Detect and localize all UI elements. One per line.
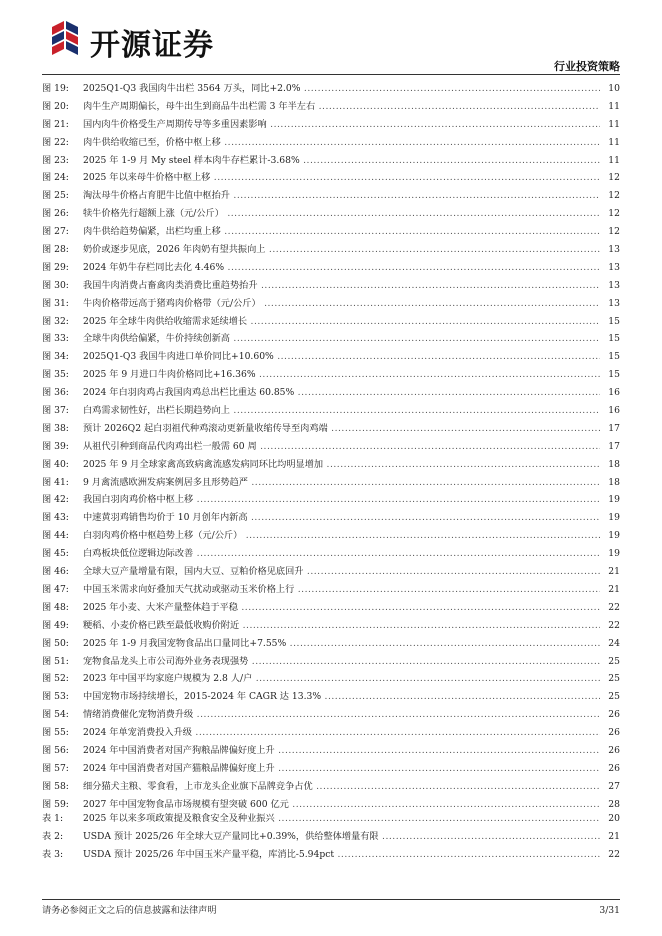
entry-page-number: 18	[602, 474, 620, 492]
entry-title: 粳稻、小麦价格已跌至最低收购价附近 .....	[83, 617, 600, 635]
entry-label: 图 26:	[42, 208, 69, 220]
entry-title: 从祖代引种到商品代肉鸡出栏一般需 60 周 .....	[83, 438, 600, 456]
entry-label: 图 39:	[42, 440, 69, 452]
entry-title: 肉牛供给收缩已至，价格中枢上移 .....	[83, 134, 600, 152]
entry-page-number: 24	[602, 635, 620, 653]
entry-page-number: 25	[602, 653, 620, 671]
entry-page-number: 25	[602, 670, 620, 688]
entry-title: 预计 2026Q2 起白羽祖代种鸡滚动更新量收缩传导至肉鸡端 .....	[83, 420, 600, 438]
entry-title: 情绪消费催化宠物消费升级 .....	[83, 706, 600, 724]
figure-entry[interactable]	[42, 187, 620, 205]
figure-entry[interactable]	[42, 545, 620, 563]
table-entry[interactable]	[42, 810, 620, 828]
entry-page-number: 21	[602, 581, 620, 599]
entry-title: 2024 年白羽肉鸡占我国肉鸡总出栏比重达 60.85% .....	[83, 384, 600, 402]
entry-page-number: 19	[602, 527, 620, 545]
figure-entry[interactable]	[42, 384, 620, 402]
entry-title: 2027 年中国宠物食品市场规模有望突破 600 亿元 .....	[83, 796, 600, 814]
figure-entry[interactable]	[42, 223, 620, 241]
entry-label: 图 21:	[42, 118, 69, 130]
entry-label: 图 54:	[42, 709, 69, 721]
figure-entry[interactable]	[42, 134, 620, 152]
figure-entry[interactable]	[42, 742, 620, 760]
entry-page-number: 19	[602, 545, 620, 563]
entry-page-number: 26	[602, 760, 620, 778]
entry-label: 图 34:	[42, 351, 69, 363]
entry-page-number: 16	[602, 384, 620, 402]
figure-entry[interactable]	[42, 402, 620, 420]
entry-label: 图 59:	[42, 798, 69, 810]
entry-page-number: 18	[602, 456, 620, 474]
entry-title: 2025 年 9 月进口牛肉价格同比+16.36% .....	[83, 366, 600, 384]
entry-page-number: 27	[602, 778, 620, 796]
entry-title: 2024 年奶牛存栏同比去化 4.46% .....	[83, 259, 600, 277]
figure-entry[interactable]	[42, 259, 620, 277]
entry-label: 图 45:	[42, 548, 69, 560]
entry-title: 国内肉牛价格受生产周期传导等多重因素影响 .....	[83, 116, 600, 134]
figure-entry[interactable]	[42, 438, 620, 456]
entry-label: 图 28:	[42, 244, 69, 256]
entry-title: 2023 年中国平均家庭户规模为 2.8 人/户 .....	[83, 670, 600, 688]
entry-label: 图 55:	[42, 727, 69, 739]
entry-title: 淘汰母牛价格占育肥牛比值中枢抬升 .....	[83, 187, 600, 205]
disclaimer-text: 请务必参阅正文之后的信息披露和法律声明	[42, 905, 217, 916]
entry-page-number: 19	[602, 491, 620, 509]
entry-label: 图 56:	[42, 744, 69, 756]
entry-label: 图 41:	[42, 476, 69, 488]
entry-page-number: 17	[602, 420, 620, 438]
entry-title: 白羽肉鸡价格中枢趋势上移（元/公斤） .....	[83, 527, 600, 545]
entry-label: 图 46:	[42, 566, 69, 578]
entry-title: 中国宠物市场持续增长，2015-2024 年 CAGR 达 13.3% .....	[83, 688, 600, 706]
entry-title: 2025 年 1-9 月 My steel 样本肉牛存栏累计-3.68% .....	[83, 152, 600, 170]
entry-page-number: 13	[602, 295, 620, 313]
figure-entry[interactable]	[42, 599, 620, 617]
figure-entry[interactable]	[42, 152, 620, 170]
entry-title: 肉牛生产周期偏长，母牛出生到商品牛出栏需 3 年半左右 .....	[83, 98, 600, 116]
entry-page-number: 13	[602, 259, 620, 277]
page-header	[0, 0, 662, 75]
figure-entry[interactable]	[42, 456, 620, 474]
entry-page-number: 11	[602, 134, 620, 152]
entry-label: 图 25:	[42, 190, 69, 202]
figure-entry[interactable]	[42, 670, 620, 688]
entry-label: 图 19:	[42, 83, 69, 94]
entry-title: 肉牛供给趋势偏紧，出栏均重上移 .....	[83, 223, 600, 241]
entry-label: 图 51:	[42, 655, 69, 667]
figure-entry[interactable]	[42, 760, 620, 778]
entry-label: 图 23:	[42, 154, 69, 166]
figure-entry[interactable]	[42, 98, 620, 116]
entry-label: 图 53:	[42, 691, 69, 703]
entry-label: 图 49:	[42, 619, 69, 631]
entry-page-number: 15	[602, 313, 620, 331]
entry-label: 图 38:	[42, 422, 69, 434]
entry-label: 表 1:	[42, 813, 64, 824]
entry-label: 图 35:	[42, 369, 69, 381]
entry-page-number: 15	[602, 366, 620, 384]
entry-label: 图 24:	[42, 172, 69, 184]
entry-title: 犊牛价格先行超额上涨（元/公斤） .....	[83, 205, 600, 223]
figure-entry[interactable]	[42, 563, 620, 581]
kaiyuan-logo-icon	[50, 17, 80, 57]
entry-label: 图 30:	[42, 279, 69, 291]
entry-label: 图 33:	[42, 333, 69, 345]
figure-entry[interactable]	[42, 509, 620, 527]
figure-entry[interactable]	[42, 80, 620, 98]
figure-entry[interactable]	[42, 635, 620, 653]
page-number: 3/31	[599, 905, 620, 916]
figure-entry[interactable]	[42, 527, 620, 545]
entry-title: 2025 年小麦、大米产量整体趋于平稳 .....	[83, 599, 600, 617]
entry-page-number: 12	[602, 169, 620, 187]
entry-label: 图 47:	[42, 583, 69, 595]
figure-entry[interactable]	[42, 116, 620, 134]
entry-title: 白鸡板块低位逻辑边际改善 .....	[83, 545, 600, 563]
entry-title: 中国玉米需求向好叠加天气扰动或驱动玉米价格上行 .....	[83, 581, 600, 599]
header-rule	[42, 74, 620, 75]
entry-page-number: 19	[602, 509, 620, 527]
figure-entry[interactable]	[42, 581, 620, 599]
table-entry[interactable]	[42, 846, 620, 864]
figure-entry[interactable]	[42, 330, 620, 348]
figure-entry[interactable]	[42, 617, 620, 635]
entry-page-number: 28	[602, 796, 620, 814]
entry-title: 我国牛肉消费占畜禽肉类消费比重趋势抬升 .....	[83, 277, 600, 295]
entry-label: 图 58:	[42, 780, 69, 792]
entry-page-number: 15	[602, 330, 620, 348]
entry-label: 图 42:	[42, 494, 69, 506]
entry-page-number: 12	[602, 223, 620, 241]
entry-page-number: 22	[602, 846, 620, 864]
figure-entry[interactable]	[42, 277, 620, 295]
entry-page-number: 13	[602, 277, 620, 295]
figure-entry[interactable]	[42, 724, 620, 742]
figure-entry[interactable]	[42, 778, 620, 796]
entry-page-number: 12	[602, 187, 620, 205]
figure-entry[interactable]	[42, 241, 620, 259]
entry-label: 图 32:	[42, 315, 69, 327]
entry-page-number: 21	[602, 563, 620, 581]
entry-page-number: 11	[602, 152, 620, 170]
entry-title: 2025 年 1-9 月我国宠物食品出口量同比+7.55% .....	[83, 635, 600, 653]
figure-entry[interactable]	[42, 205, 620, 223]
entry-title: USDA 预计 2025/26 年中国玉米产量平稳，库消比-5.94pct .....	[83, 846, 600, 864]
entry-title: 2025Q1-Q3 我国牛肉进口单价同比+10.60% .....	[83, 348, 600, 366]
entry-title: 2025 年 9 月全球家禽高致病禽流感发病同环比均明显增加 .....	[83, 456, 600, 474]
entry-title: 9 月禽流感欧洲发病案例居多且形势趋严 .....	[83, 474, 600, 492]
entry-page-number: 10	[602, 80, 620, 98]
entry-title: 2025 年以来多项政策提及粮食安全及种业振兴 .....	[83, 810, 600, 828]
figure-entry[interactable]	[42, 491, 620, 509]
entry-title: 2025Q1-Q3 我国肉牛出栏 3564 万头，同比+2.0% .....	[83, 80, 600, 98]
entry-page-number: 25	[602, 688, 620, 706]
entry-page-number: 11	[602, 116, 620, 134]
entry-page-number: 20	[602, 810, 620, 828]
table-entry[interactable]	[42, 828, 620, 846]
entry-page-number: 17	[602, 438, 620, 456]
figure-entry[interactable]	[42, 313, 620, 331]
entry-title: 我国白羽肉鸡价格中枢上移 .....	[83, 491, 600, 509]
entry-label: 图 57:	[42, 762, 69, 774]
figure-entry[interactable]	[42, 420, 620, 438]
entry-label: 图 44:	[42, 530, 69, 542]
figure-entry[interactable]	[42, 474, 620, 492]
entry-label: 图 20:	[42, 100, 69, 112]
entry-page-number: 26	[602, 742, 620, 760]
figure-entry[interactable]	[42, 295, 620, 313]
entry-page-number: 22	[602, 599, 620, 617]
figure-entry[interactable]	[42, 348, 620, 366]
entry-title: 中速黄羽鸡销售均价于 10 月创年内新高 .....	[83, 509, 600, 527]
entry-label: 表 3:	[42, 848, 64, 860]
figure-entry[interactable]	[42, 706, 620, 724]
entry-label: 图 43:	[42, 512, 69, 524]
entry-page-number: 26	[602, 724, 620, 742]
entry-title: 2025 年以来母牛价格中枢上移 .....	[83, 169, 600, 187]
entry-title: 2024 年中国消费者对国产猫粮品牌偏好度上升 .....	[83, 760, 600, 778]
figure-list	[42, 80, 620, 814]
entry-label: 图 40:	[42, 458, 69, 470]
entry-label: 图 48:	[42, 601, 69, 613]
entry-page-number: 22	[602, 617, 620, 635]
entry-label: 图 29:	[42, 261, 69, 273]
entry-page-number: 11	[602, 98, 620, 116]
entry-title: 细分猫犬主粮、零食看，上市龙头企业旗下品牌竞争占优 .....	[83, 778, 600, 796]
entry-label: 图 22:	[42, 136, 69, 148]
brand-name: 开源证券	[90, 28, 214, 63]
entry-page-number: 26	[602, 706, 620, 724]
entry-title: USDA 预计 2025/26 年全球大豆产量同比+0.39%，供给整体增量有限 .....	[83, 828, 600, 846]
entry-title: 全球牛肉供给偏紧，牛价持续创新高 .....	[83, 330, 600, 348]
page-footer	[42, 901, 620, 921]
entry-page-number: 15	[602, 348, 620, 366]
entry-title: 白鸡需求韧性好，出栏长期趋势向上 .....	[83, 402, 600, 420]
entry-title: 奶价或逐步见底，2026 年肉奶有望共振向上 .....	[83, 241, 600, 259]
footer-rule	[42, 899, 620, 900]
entry-label: 图 50:	[42, 637, 69, 649]
entry-label: 图 37:	[42, 405, 69, 417]
entry-title: 2025 年全球牛肉供给收缩需求延续增长 .....	[83, 313, 600, 331]
entry-page-number: 12	[602, 205, 620, 223]
entry-label: 图 52:	[42, 673, 69, 685]
entry-page-number: 13	[602, 241, 620, 259]
entry-title: 2024 年中国消费者对国产狗粮品牌偏好度上升 .....	[83, 742, 600, 760]
figure-entry[interactable]	[42, 653, 620, 671]
entry-page-number: 21	[602, 828, 620, 846]
figure-entry[interactable]	[42, 366, 620, 384]
entry-label: 图 31:	[42, 297, 69, 309]
table-list	[42, 810, 620, 864]
entry-label: 图 36:	[42, 387, 69, 399]
entry-title: 2024 年单宠消费投入升级 .....	[83, 724, 600, 742]
entry-label: 表 2:	[42, 830, 64, 842]
figure-entry[interactable]	[42, 688, 620, 706]
entry-title: 宠物食品龙头上市公司海外业务表现强势 .....	[83, 653, 600, 671]
entry-label: 图 27:	[42, 226, 69, 238]
entry-title: 全球大豆产量增量有限，国内大豆、豆粕价格见底回升 .....	[83, 563, 600, 581]
entry-title: 牛肉价格带远高于猪鸡肉价格带（元/公斤） .....	[83, 295, 600, 313]
report-type: 行业投资策略	[554, 60, 620, 73]
figure-entry[interactable]	[42, 169, 620, 187]
entry-page-number: 16	[602, 402, 620, 420]
